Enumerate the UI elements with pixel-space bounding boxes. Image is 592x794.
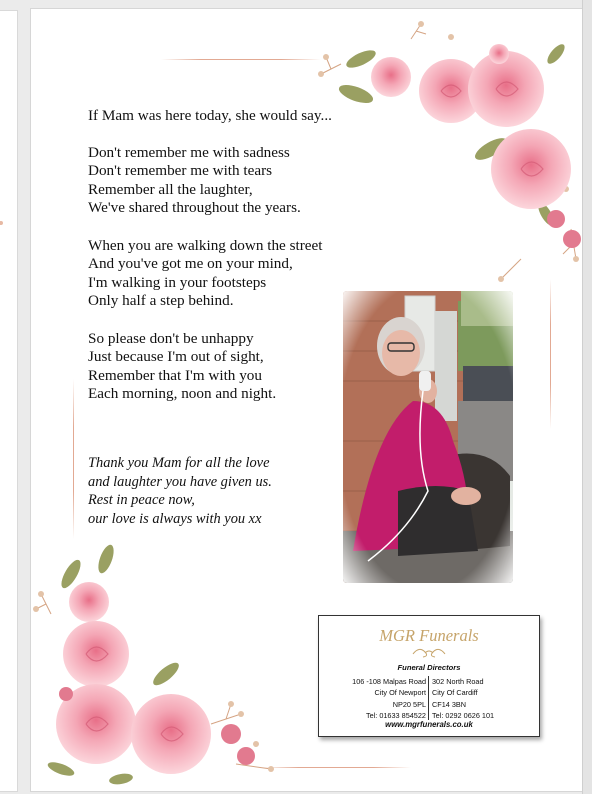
- poem-line: Remember that I'm with you: [88, 366, 262, 384]
- page-ornament: [0, 221, 3, 225]
- poem-line: When you are walking down the street: [88, 236, 323, 254]
- poem-line: Just because I'm out of sight,: [88, 348, 264, 366]
- website-link[interactable]: www.mgrfunerals.co.uk: [385, 720, 473, 729]
- address-line: 106 -108 Malpas Road: [352, 677, 426, 686]
- top-right-rose-corner: [301, 19, 582, 289]
- address-line: NP20 5PL: [392, 699, 426, 709]
- poem-line: I'm walking in your footsteps: [88, 273, 267, 291]
- poem-line: Don't remember me with tears: [88, 162, 273, 180]
- tribute-line: and laughter you have given us.: [88, 473, 272, 490]
- address-line: 302 North Road: [432, 677, 484, 686]
- poem-line: Each morning, noon and night.: [88, 385, 277, 403]
- poem-stanza: [88, 330, 332, 404]
- funeral-directors-subtitle: Funeral Directors: [397, 663, 461, 672]
- bottom-left-rose-corner: [31, 524, 301, 791]
- poem-line: Remember all the laughter,: [88, 180, 253, 198]
- right-border-line: [550, 279, 551, 429]
- swirl-ornament-icon: [411, 646, 447, 660]
- address-line: Tel: 0292 0626 101: [432, 710, 495, 720]
- left-border-line: [73, 379, 74, 539]
- newport-address: [352, 676, 426, 721]
- photo-image: [343, 291, 513, 583]
- poem-stanza: [88, 237, 332, 311]
- tribute-line: our love is always with you xx: [88, 510, 262, 527]
- memorial-photo: [343, 291, 513, 583]
- address-line: CF14 3BN: [432, 699, 467, 709]
- window-scrollbar-edge: [582, 0, 592, 794]
- poem-line: Only half a step behind.: [88, 292, 234, 310]
- poem-stanza: [88, 144, 332, 218]
- poem-line: Don't remember me with sadness: [88, 143, 290, 161]
- cardiff-address: [432, 676, 494, 721]
- tribute-line: Thank you Mam for all the love: [88, 455, 270, 471]
- funeral-director-logo: [318, 615, 540, 737]
- poem-line: So please don't be unhappy: [88, 329, 254, 347]
- tribute-line: Rest in peace now,: [88, 492, 195, 509]
- poem-title: If Mam was here today, she would say...: [88, 107, 332, 124]
- previous-page-edge: [0, 10, 18, 792]
- address-line: City Of Newport: [374, 688, 426, 698]
- top-border-line: [161, 59, 321, 60]
- memorial-page: [30, 8, 583, 792]
- address-line: City Of Cardiff: [432, 688, 478, 698]
- poem-line: And you've got me on your mind,: [88, 255, 293, 273]
- address-divider: [428, 676, 429, 720]
- address-line: Tel: 01633 854522: [365, 710, 426, 720]
- brand-name: MGR Funerals: [379, 626, 479, 645]
- family-tribute: [88, 454, 272, 528]
- poem: [88, 107, 332, 423]
- poem-line: We've shared throughout the years.: [88, 199, 301, 217]
